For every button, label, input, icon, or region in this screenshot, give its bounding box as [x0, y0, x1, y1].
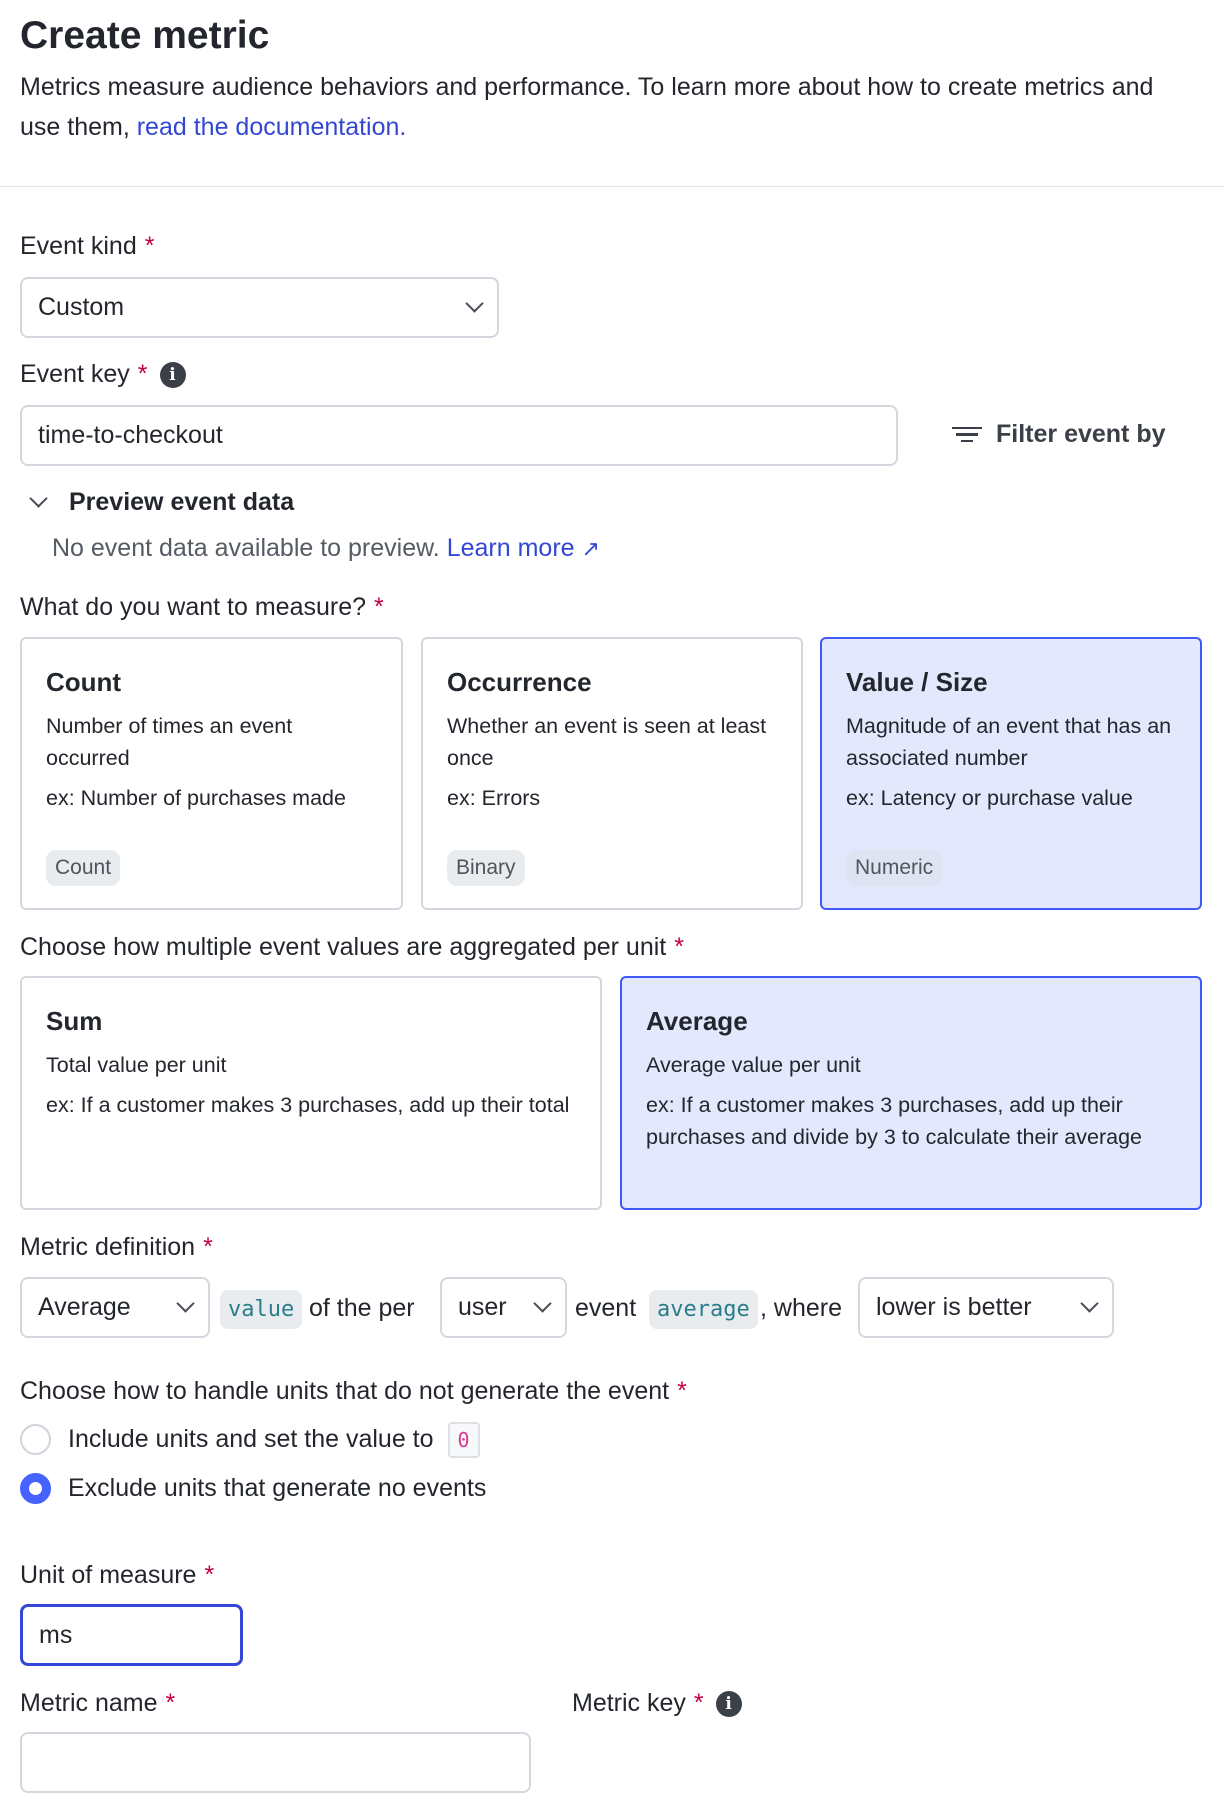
- page-description: [20, 67, 1200, 147]
- metric-name-label-text: Metric name: [20, 1689, 158, 1717]
- option-badge: Count: [46, 850, 120, 886]
- preview-label: Preview event data: [69, 488, 295, 516]
- chevron-down-icon: [176, 1294, 194, 1312]
- include-units-radio[interactable]: [20, 1424, 51, 1455]
- aggregation-select-value: Average: [38, 1293, 131, 1321]
- definition-label: [20, 1233, 213, 1262]
- info-icon[interactable]: i: [160, 362, 186, 388]
- filter-icon: [952, 423, 982, 447]
- option-title: Sum: [46, 1006, 103, 1036]
- documentation-link[interactable]: read the documentation.: [136, 113, 407, 141]
- option-badge: Binary: [447, 850, 525, 886]
- unit-of-measure-input[interactable]: [20, 1604, 243, 1666]
- option-description: Magnitude of an event that has an associated number: [846, 714, 1172, 770]
- metric-name-label: [20, 1689, 175, 1718]
- required-asterisk: *: [165, 1689, 176, 1717]
- event-key-label-text: Event key: [20, 360, 130, 388]
- event-kind-select[interactable]: [20, 277, 499, 338]
- option-description: Average value per unit: [646, 1053, 861, 1077]
- required-asterisk: *: [677, 1377, 687, 1405]
- metric-key-label-text: Metric key: [572, 1689, 686, 1717]
- chevron-down-icon: [465, 294, 483, 312]
- measure-option-occurrence[interactable]: [421, 637, 803, 910]
- option-badge: Numeric: [846, 850, 942, 886]
- required-asterisk: *: [204, 1561, 215, 1589]
- option-description: Total value per unit: [46, 1053, 227, 1077]
- preview-empty-text: No event data available to preview.: [52, 534, 440, 562]
- option-example: ex: Errors: [447, 786, 541, 810]
- unit-select[interactable]: [440, 1277, 567, 1338]
- learn-more-text: Learn more: [446, 534, 575, 562]
- of-the-per-text: of the per: [309, 1294, 415, 1322]
- required-asterisk: *: [144, 232, 155, 260]
- filter-event-label: Filter event by: [996, 420, 1166, 448]
- description-text: Metrics measure audience behaviors and performance. To learn more about how to create metrics and use them,: [20, 73, 1154, 141]
- aggregation-select[interactable]: [20, 1277, 210, 1338]
- value-code-chip: value: [220, 1290, 302, 1329]
- chevron-down-icon: [1080, 1294, 1098, 1312]
- unit-of-measure-value: ms: [39, 1620, 73, 1649]
- metric-key-label: [572, 1689, 742, 1718]
- missing-units-label: [20, 1377, 687, 1406]
- chevron-down-icon: [29, 489, 47, 507]
- average-code-chip: average: [649, 1290, 758, 1329]
- preview-event-data-toggle[interactable]: [30, 488, 294, 517]
- required-asterisk: *: [674, 933, 684, 961]
- measure-label: [20, 593, 384, 622]
- event-kind-label: [20, 232, 154, 261]
- aggregation-option-sum[interactable]: [20, 976, 602, 1210]
- include-units-option[interactable]: [20, 1421, 480, 1458]
- event-text: event: [575, 1294, 637, 1322]
- where-text: , where: [760, 1294, 842, 1322]
- event-key-input[interactable]: [20, 405, 898, 466]
- option-example: ex: If a customer makes 3 purchases, add up their total: [46, 1093, 570, 1117]
- aggregation-label-text: Choose how multiple event values are aggregated per unit: [20, 933, 667, 961]
- learn-more-link[interactable]: [447, 534, 600, 562]
- divider: [0, 186, 1224, 187]
- option-title: Value / Size: [846, 667, 988, 697]
- exclude-units-radio[interactable]: [20, 1473, 51, 1504]
- exclude-units-label: Exclude units that generate no events: [68, 1474, 487, 1502]
- option-title: Occurrence: [447, 667, 592, 697]
- include-units-label: Include units and set the value to: [68, 1425, 434, 1453]
- required-asterisk: *: [137, 360, 148, 388]
- external-link-icon: ↗: [581, 536, 600, 561]
- option-title: Average: [646, 1006, 748, 1036]
- aggregation-option-average[interactable]: [620, 976, 1202, 1210]
- required-asterisk: *: [374, 593, 384, 621]
- metric-name-input[interactable]: [20, 1732, 531, 1793]
- definition-label-text: Metric definition: [20, 1233, 196, 1261]
- success-criteria-select[interactable]: [858, 1277, 1114, 1338]
- required-asterisk: *: [203, 1233, 213, 1261]
- event-kind-value: Custom: [38, 293, 125, 321]
- option-description: Number of times an event occurred: [46, 714, 293, 770]
- zero-code-chip: 0: [448, 1422, 480, 1458]
- required-asterisk: *: [693, 1689, 704, 1717]
- measure-option-count[interactable]: [20, 637, 403, 910]
- missing-units-label-text: Choose how to handle units that do not generate the event: [20, 1377, 670, 1405]
- info-icon[interactable]: i: [716, 1691, 742, 1717]
- exclude-units-option[interactable]: [20, 1472, 486, 1505]
- option-example: ex: If a customer makes 3 purchases, add up their purchases and divide by 3 to calculate their average: [646, 1093, 1143, 1149]
- option-example: ex: Latency or purchase value: [846, 786, 1133, 810]
- event-key-label: [20, 360, 186, 389]
- preview-empty: [52, 534, 600, 563]
- success-criteria-value: lower is better: [876, 1293, 1032, 1321]
- chevron-down-icon: [533, 1294, 551, 1312]
- measure-label-text: What do you want to measure?: [20, 593, 367, 621]
- unit-select-value: user: [458, 1293, 507, 1321]
- filter-event-button[interactable]: [952, 420, 1166, 449]
- measure-option-value-size[interactable]: [820, 637, 1202, 910]
- option-example: ex: Number of purchases made: [46, 786, 346, 810]
- page-title: Create metric: [20, 14, 270, 57]
- event-key-value: time-to-checkout: [38, 421, 223, 449]
- option-description: Whether an event is seen at least once: [447, 714, 767, 770]
- unit-of-measure-label-text: Unit of measure: [20, 1561, 197, 1589]
- event-kind-label-text: Event kind: [20, 232, 137, 260]
- aggregation-label: [20, 933, 684, 962]
- option-title: Count: [46, 667, 122, 697]
- unit-of-measure-label: [20, 1561, 214, 1590]
